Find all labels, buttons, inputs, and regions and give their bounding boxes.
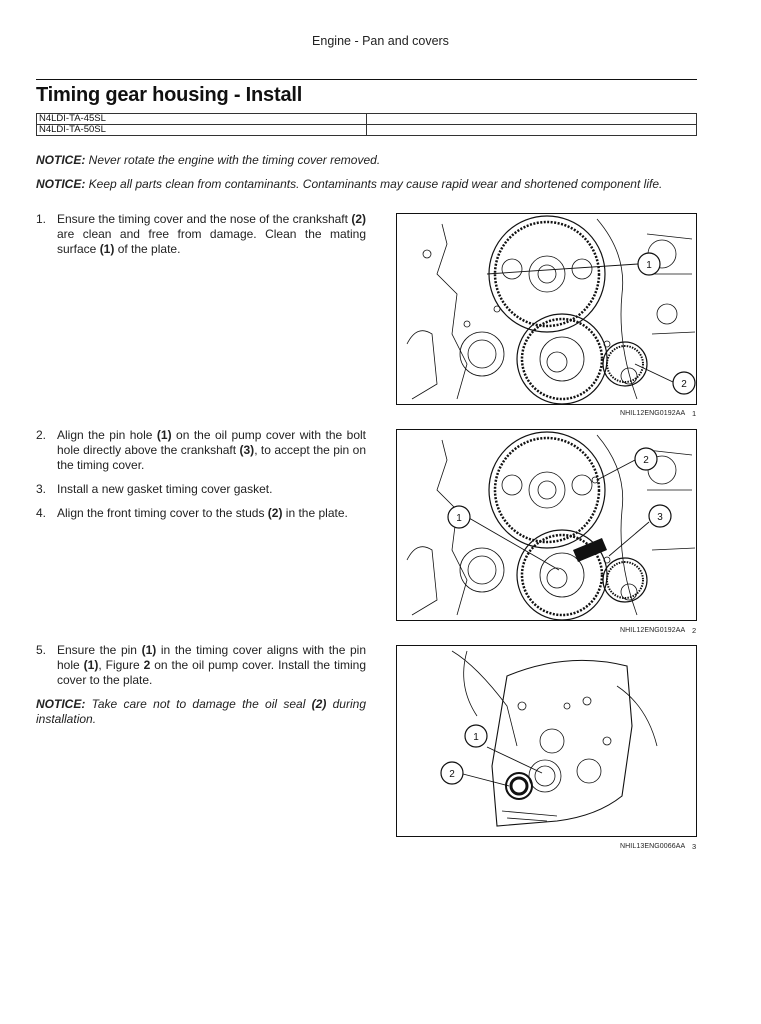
step-5 bbox=[36, 643, 366, 688]
model-cell-empty bbox=[367, 114, 697, 125]
notice-label: NOTICE: bbox=[36, 153, 86, 167]
bold-reference: (1) bbox=[99, 242, 115, 256]
figure-2-code: NHIL12ENG0192AA bbox=[620, 627, 686, 634]
step-text: Ensure the pin (1) in the timing cover aligns with the pin hole (1), Figure 2 on the oil pump cover. Install the timing cover to the plate. bbox=[57, 643, 367, 687]
notice-text: Never rotate the engine with the timing cover removed. bbox=[85, 153, 381, 167]
figure-2-number: 2 bbox=[692, 626, 697, 635]
step-text: Install a new gasket timing cover gasket. bbox=[57, 482, 273, 496]
callout-label: 2 bbox=[681, 379, 687, 390]
notice-label: NOTICE: bbox=[36, 177, 86, 191]
model-table bbox=[36, 113, 697, 136]
callout-label: 1 bbox=[456, 513, 462, 524]
title-rule bbox=[36, 79, 697, 80]
callout-2 bbox=[441, 762, 463, 784]
notice-2 bbox=[36, 177, 698, 192]
model-row bbox=[37, 114, 697, 125]
bold-reference: (1) bbox=[83, 658, 99, 672]
step-2 bbox=[36, 428, 366, 473]
step-text: Align the pin hole (1) on the oil pump cover with the bolt hole directly above the crankshaft (3), to accept the pin on the timing cover. bbox=[57, 428, 367, 472]
model-row bbox=[37, 125, 697, 136]
notice-text: Take care not to damage the oil seal (2) during installation. bbox=[36, 697, 366, 726]
step-number: 1. bbox=[36, 212, 47, 226]
bold-reference: (2) bbox=[351, 212, 366, 226]
step-text: Ensure the timing cover and the nose of the crankshaft (2) are clean and free from damage. Clean the mating surface (1) of the plate. bbox=[57, 212, 366, 256]
bold-reference: (1) bbox=[156, 428, 172, 442]
step-number: 4. bbox=[36, 506, 47, 520]
bold-reference: 2 bbox=[143, 658, 151, 672]
figure-2-drawing bbox=[397, 430, 696, 620]
figure-1 bbox=[396, 213, 697, 405]
figure-3-drawing bbox=[397, 646, 696, 836]
figure-1-code: NHIL12ENG0192AA bbox=[620, 410, 686, 417]
bold-reference: (2) bbox=[267, 506, 283, 520]
figure-3-code: NHIL13ENG0066AA bbox=[620, 843, 686, 850]
callout-label: 1 bbox=[473, 732, 479, 743]
page-title: Timing gear housing - Install bbox=[36, 84, 303, 106]
callout-1 bbox=[465, 725, 487, 747]
step-number: 2. bbox=[36, 428, 47, 442]
figure-1-drawing bbox=[397, 214, 696, 404]
callout-2 bbox=[673, 372, 695, 394]
step-4 bbox=[36, 506, 366, 521]
model-cell: N4LDI-TA-45SL bbox=[37, 114, 367, 125]
notice-label: NOTICE: bbox=[36, 697, 86, 711]
page-header: Engine - Pan and covers bbox=[312, 34, 449, 48]
bold-reference: (3) bbox=[239, 443, 255, 457]
step-number: 5. bbox=[36, 643, 47, 657]
step-text: Align the front timing cover to the studs (2) in the plate. bbox=[57, 506, 348, 520]
figure-3 bbox=[396, 645, 697, 837]
notice-1 bbox=[36, 153, 698, 168]
notice-text: Keep all parts clean from contaminants. Contaminants may cause rapid wear and shortened component life. bbox=[85, 177, 663, 191]
figure-2 bbox=[396, 429, 697, 621]
model-cell-empty bbox=[367, 125, 697, 136]
notice-3 bbox=[36, 697, 366, 727]
callout-label: 2 bbox=[643, 455, 649, 466]
callout-label: 1 bbox=[646, 260, 652, 271]
model-cell: N4LDI-TA-50SL bbox=[37, 125, 367, 136]
callout-label: 2 bbox=[449, 769, 455, 780]
callout-1 bbox=[638, 253, 660, 275]
figure-3-number: 3 bbox=[692, 842, 697, 851]
step-3 bbox=[36, 482, 366, 497]
callout-2 bbox=[635, 448, 657, 470]
callout-label: 3 bbox=[657, 512, 663, 523]
bold-reference: (1) bbox=[141, 643, 157, 657]
callout-1 bbox=[448, 506, 470, 528]
callout-3 bbox=[649, 505, 671, 527]
step-1 bbox=[36, 212, 366, 257]
bold-reference: (2) bbox=[311, 697, 327, 711]
figure-1-number: 1 bbox=[692, 409, 697, 418]
step-number: 3. bbox=[36, 482, 47, 496]
